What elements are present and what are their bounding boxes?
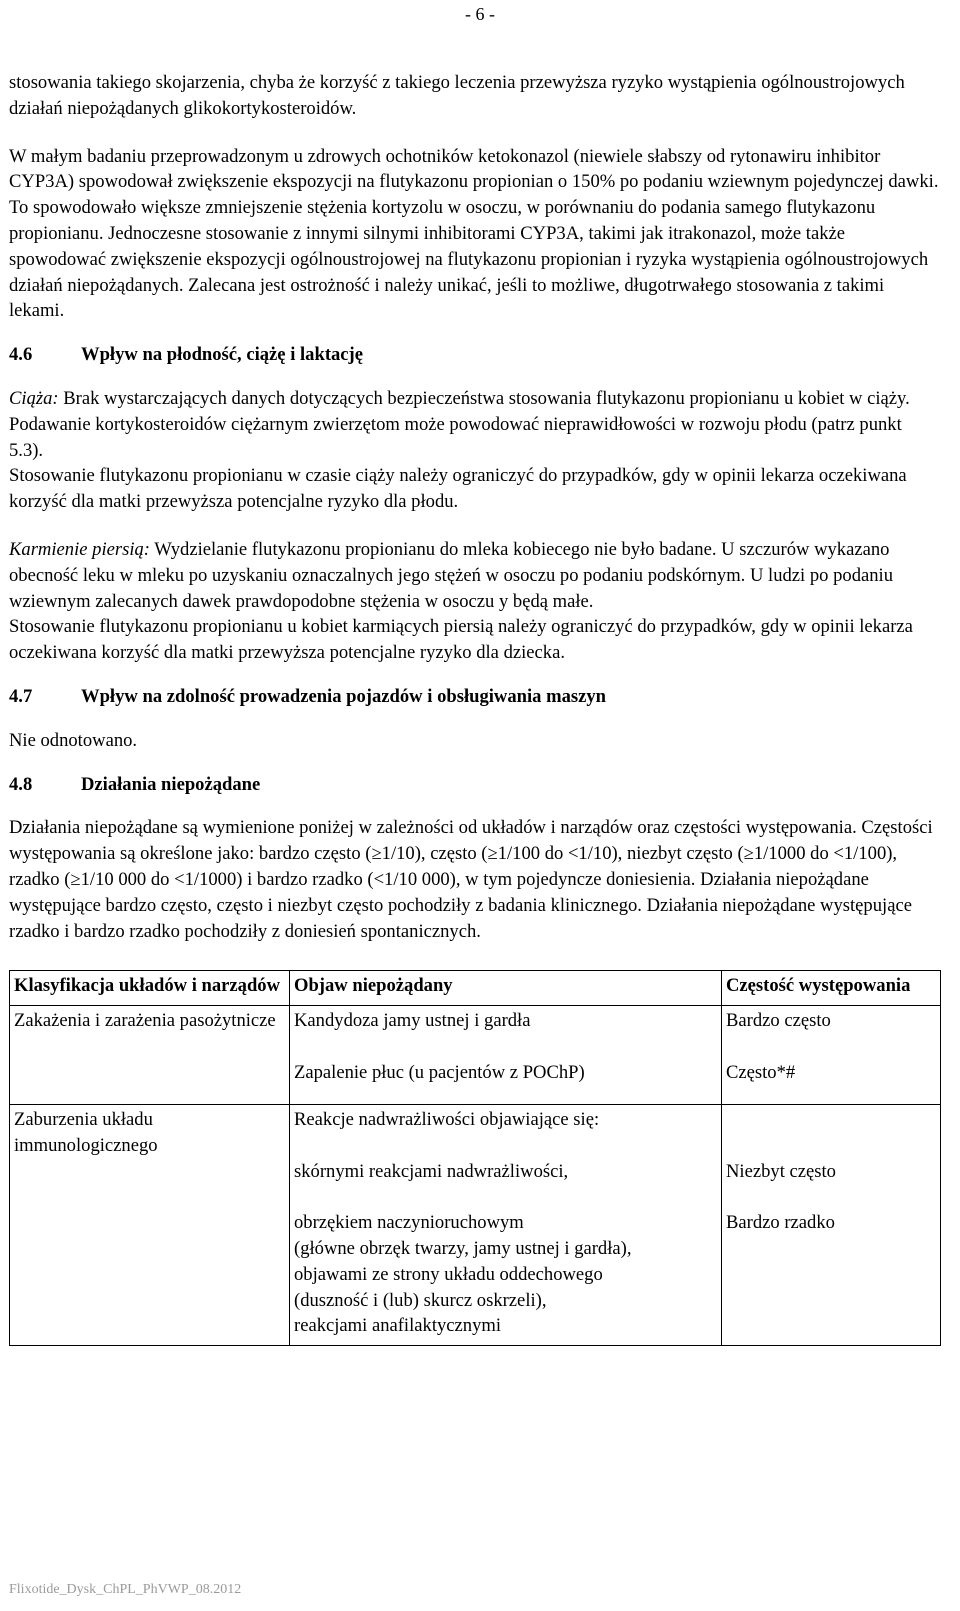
effect-line: Reakcje nadwrażliwości objawiające się: (294, 1109, 600, 1131)
effect-line: objawami ze strony układu oddechowego (294, 1263, 603, 1285)
paragraph-continuation: stosowania takiego skojarzenia, chyba że korzyść z takiego leczenia przewyższa ryzyko wystąpienia ogólnoustrojowych działań niepożądanych glikokortykosteroidów. (9, 72, 905, 119)
table-cell-system: Zakażenia i zarażenia pasożytnicze (10, 1006, 290, 1105)
section-title: Wpływ na płodność, ciążę i laktację (81, 344, 364, 366)
breastfeeding-label: Karmienie piersią: (9, 538, 150, 560)
table-header-cell: Klasyfikacja układów i narządów (10, 971, 290, 1006)
table-cell-system: Zaburzenia układu immunologicznego (10, 1105, 290, 1346)
effect-line: Kandydoza jamy ustnej i gardła (294, 1010, 531, 1032)
section-number: 4.7 (9, 685, 33, 707)
table-cell-frequency (722, 1105, 941, 1346)
frequency-line: Bardzo rzadko (726, 1212, 835, 1234)
table-header-row (10, 971, 941, 1006)
table-cell-frequency (722, 1006, 941, 1105)
section-4-7-text: Nie odnotowano. (9, 729, 138, 751)
effect-line: (duszność i (lub) skurcz oskrzeli), (294, 1289, 547, 1311)
pregnancy-paragraph (9, 386, 939, 463)
breastfeeding-paragraph-2: Stosowanie flutykazonu propionianu u kobiet karmiących piersią należy ograniczyć do przypadków, gdy w opinii lekarza oczekiwana korzyść dla matki przewyższa potencjalne ryzyko dla dziecka. (9, 616, 913, 664)
section-number: 4.8 (9, 773, 33, 795)
section-heading-4-8 (9, 772, 939, 798)
pregnancy-label: Ciąża: (9, 387, 59, 409)
section-heading-4-6 (9, 342, 939, 368)
effect-line: obrzękiem naczynioruchowym (294, 1212, 524, 1234)
pregnancy-text: Brak wystarczających danych dotyczących bezpieczeństwa stosowania flutykazonu propionianu u kobiet w ciąży. Podawanie kortykosteroidów ciężarnym zwierzętom może powodować nieprawidłowości w rozwoju płodu (patrz punkt 5.3). (9, 387, 910, 461)
effect-line: reakcjami anafilaktycznymi (294, 1315, 502, 1337)
paragraph-interactions: W małym badaniu przeprowadzonym u zdrowych ochotników ketokonazol (niewiele słabszy od rytonawiru inhibitor CYP3A) spowodował zwiększenie ekspozycji na flutykazonu propionian o 150% po podaniu wziewnym pojedynczej dawki. To spowodowało większe zmniejszenie stężenia kortyzolu w osoczu, w porównaniu do podania samego flutykazonu propionianu. Jednoczesne stosowanie z innymi silnymi inhibitorami CYP3A, takimi jak itrakonazol, może także spowodować zwiększenie ekspozycji ogólnoustrojowej na flutykazonu propionian i ryzyka wystąpienia ogólnoustrojowych działań niepożądanych. Zalecana jest ostrożność i należy unikać, jeśli to możliwe, długotrwałego stosowania z takimi lekami. (9, 145, 939, 322)
breastfeeding-text: Wydzielanie flutykazonu propionianu do mleka kobiecego nie było badane. U szczurów wykazano obecność leku w mleku po uzyskaniu oznaczalnych jego stężeń w osoczu po podaniu podskórnym. U ludzi po podaniu wziewnym zalecanych dawek prawdopodobne stężenia w osoczu y będą małe. (9, 538, 894, 612)
effect-line: Zapalenie płuc (u pacjentów z POChP) (294, 1061, 585, 1083)
section-number: 4.6 (9, 344, 33, 366)
table-row (10, 1006, 941, 1105)
section-title: Wpływ na zdolność prowadzenia pojazdów i obsługiwania maszyn (81, 685, 607, 707)
table-header-cell: Objaw niepożądany (290, 971, 722, 1006)
effect-line: (główne obrzęk twarzy, jamy ustnej i gardła), (294, 1238, 632, 1260)
table-header-cell: Częstość występowania (722, 971, 941, 1006)
document-footer: Flixotide_Dysk_ChPL_PhVWP_08.2012 (9, 1582, 242, 1597)
effect-line: skórnymi reakcjami nadwrażliwości, (294, 1160, 569, 1182)
frequency-line: Niezbyt często (726, 1160, 836, 1182)
page-number: - 6 - (465, 4, 495, 24)
frequency-line: Bardzo często (726, 1010, 831, 1032)
document-body (9, 70, 939, 1346)
section-4-8-text: Działania niepożądane są wymienione poniżej w zależności od układów i narządów oraz częstości występowania. Częstości występowania są określone jako: bardzo często (≥1/10), często (≥1/100 do <1/10), niezbyt często (≥1/1000 do <1/100), rzadko (≥1/10 000 do <1/1000) i bardzo rzadko (<1/10 000), w tym pojedyncze doniesienia. Działania niepożądane występujące bardzo często, często i niezbyt często pochodziły z badania klinicznego. Działania niepożądane występujące rzadko i bardzo rzadko pochodziły z doniesień spontanicznych. (9, 817, 933, 942)
section-title: Działania niepożądane (81, 773, 261, 795)
adverse-reactions-table (9, 970, 941, 1346)
frequency-line: Często*# (726, 1061, 796, 1083)
section-heading-4-7 (9, 684, 939, 710)
table-row (10, 1105, 941, 1346)
table-cell-effect (290, 1006, 722, 1105)
breastfeeding-paragraph (9, 537, 939, 614)
table-cell-effect (290, 1105, 722, 1346)
pregnancy-paragraph-2: Stosowanie flutykazonu propionianu w czasie ciąży należy ograniczyć do przypadków, gdy w opinii lekarza oczekiwana korzyść dla matki przewyższa potencjalne ryzyko dla płodu. (9, 465, 907, 513)
